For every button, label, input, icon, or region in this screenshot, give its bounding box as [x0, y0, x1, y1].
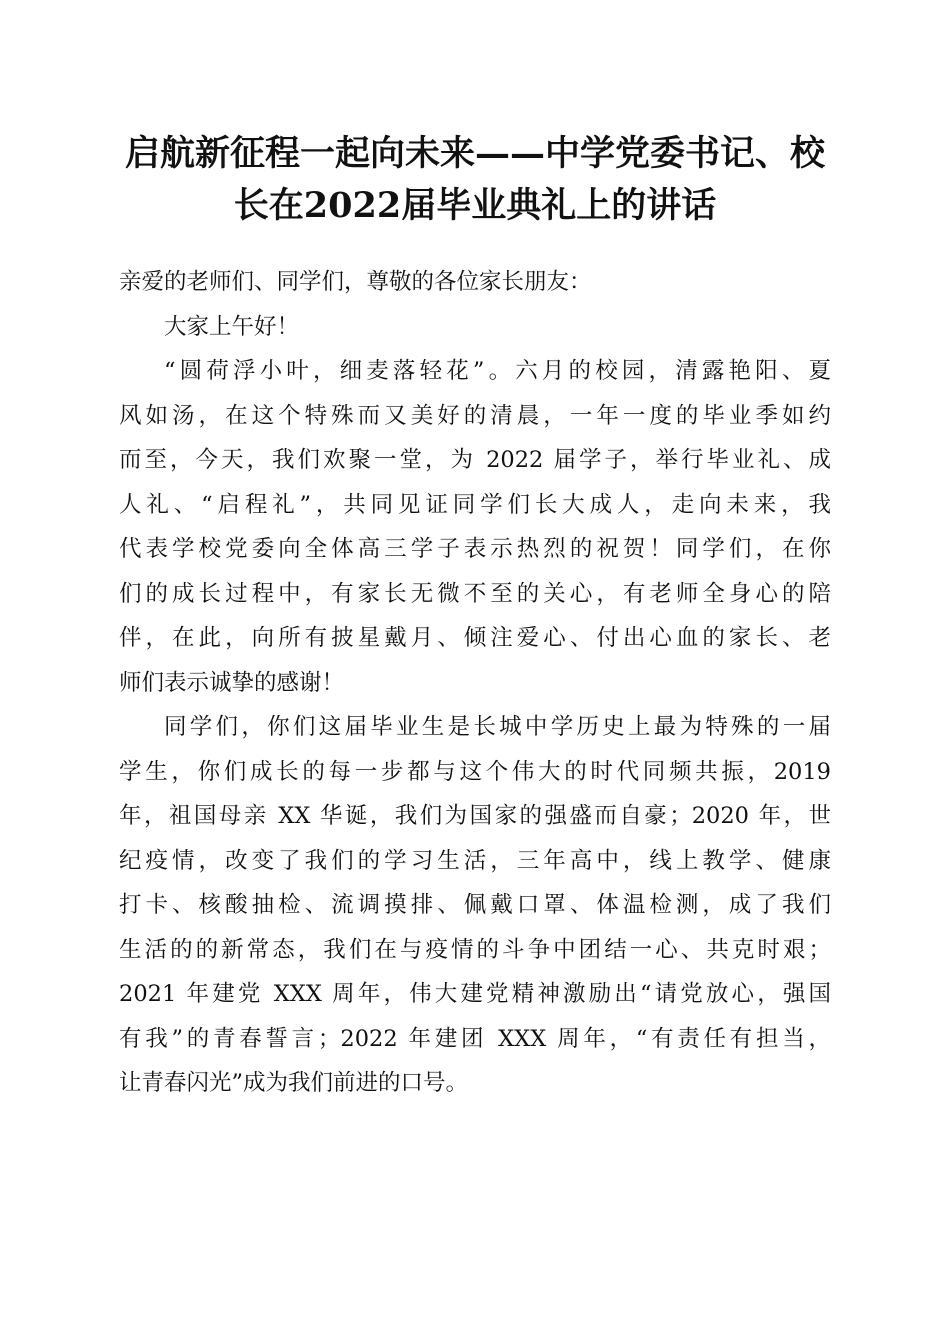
title-line-1: 启航新征程一起向未来——中学党委书记、校 [124, 133, 825, 174]
greeting: 大家上午好！ [164, 313, 300, 340]
paragraph-line: 打卡、核酸抽检、流调摸排、佩戴口罩、体温检测，成了我们 [119, 892, 831, 918]
paragraph-line: 们的成长过程中，有家长无微不至的关心，有老师全身心的陪 [119, 580, 831, 607]
paragraph-line: 而至，今天，我们欢聚一堂，为 2022 届学子，举行毕业礼、成 [119, 447, 831, 473]
paragraph-line: 生活的的新常态，我们在与疫情的斗争中团结一心、共克时艰； [119, 936, 831, 963]
title-line-2: 长在2022届毕业典礼上的讲话 [233, 185, 717, 226]
paragraph-1 [119, 349, 831, 705]
paragraph-line: 有我”的青春誓言；2022 年建团 XXX 周年，“有责任有担当， [119, 1025, 831, 1052]
paragraph-2 [119, 705, 831, 1106]
paragraph-line: “圆荷浮小叶，细麦落轻花”。六月的校园，清露艳阳、夏 [164, 358, 831, 384]
paragraph-line: 2021 年建党 XXX 周年，伟大建党精神激励出“请党放心，强国 [119, 981, 831, 1007]
paragraph-line: 同学们，你们这届毕业生是长城中学历史上最为特殊的一届 [164, 714, 831, 740]
paragraph-line: 学生，你们成长的每一步都与这个伟大的时代同频共振，2019 [119, 758, 831, 785]
paragraph-line: 风如汤，在这个特殊而又美好的清晨，一年一度的毕业季如约 [119, 402, 831, 429]
document-title [100, 128, 850, 232]
paragraph-line: 让青春闪光”成为我们前进的口号。 [119, 1070, 469, 1096]
salutation: 亲爱的老师们、同学们，尊敬的各位家长朋友： [119, 269, 592, 295]
paragraph-line: 人礼、“启程礼”，共同见证同学们长大成人，走向未来，我 [119, 491, 831, 518]
document-body [119, 260, 831, 1106]
paragraph-line: 师们表示诚挚的感谢！ [119, 669, 345, 696]
paragraph-line: 年，祖国母亲 XX 华诞，我们为国家的强盛而自豪；2020 年，世 [119, 803, 831, 829]
paragraph-line: 伴，在此，向所有披星戴月、倾注爱心、付出心血的家长、老 [119, 625, 831, 651]
paragraph-line: 代表学校党委向全体高三学子表示热烈的祝贺！同学们，在你 [119, 536, 831, 562]
paragraph-line: 纪疫情，改变了我们的学习生活，三年高中，线上教学、健康 [119, 847, 831, 874]
